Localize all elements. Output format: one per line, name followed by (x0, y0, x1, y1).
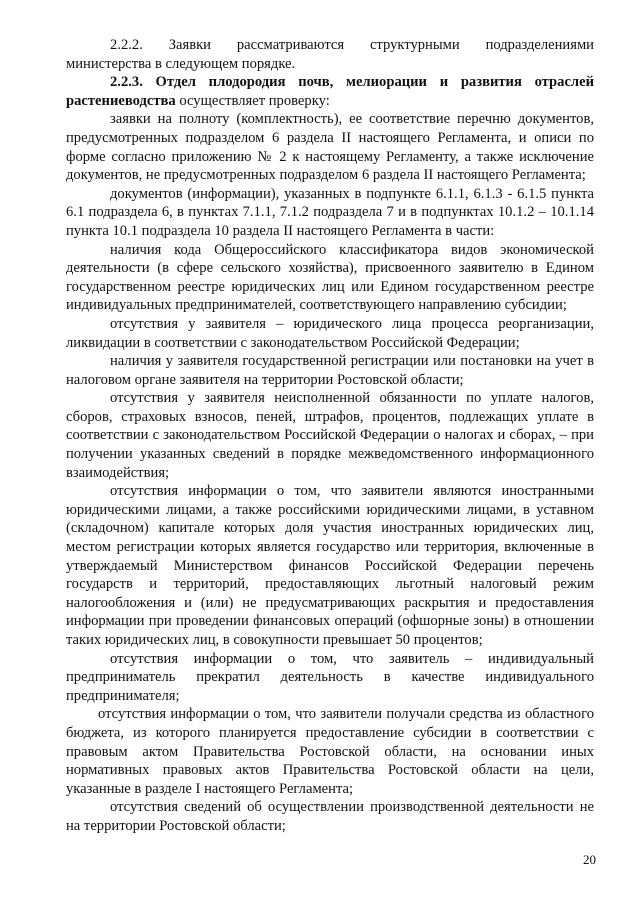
paragraph-no-reorganization: отсутствия у заявителя – юридического лица процесса реорганизации, ликвидации в соответствии с законодательством Российской Федерации; (66, 315, 594, 351)
paragraph-2-2-3: 2.2.3. Отдел плодородия почв, мелиорации и развития отраслей растениеводства осуществляет проверку: (66, 74, 594, 109)
paragraph-activity-in-region: отсутствия сведений об осуществлении производственной деятельности не на территории Ростовской области; (66, 799, 594, 834)
paragraph-no-tax-debt: отсутствия у заявителя неисполненной обязанности по уплате налогов, сборов, страховых взносов, пеней, штрафов, процентов, подлежащих уплате в соответствии с законодательством Российской Федерации о налогах и сборах, – при получении указанных сведений в порядке межведомственного информационного взаимодействия; (66, 390, 594, 481)
page-number: 20 (583, 852, 596, 867)
paragraph-entrepreneur-active: отсутствия информации о том, что заявитель – индивидуальный предприниматель прекратил деятельность в качестве индивидуального предпринимателя; (66, 650, 594, 704)
paragraph-2-2-2: 2.2.2. Заявки рассматриваются структурными подразделениями министерства в следующем порядке. (66, 37, 594, 72)
paragraph-no-foreign-entity: отсутствия информации о том, что заявители являются иностранными юридическими лицами, а также российскими юридическими лицами, в уставном (складочном) капитале которых доля участия иностранных юридических лиц, местом регистрации которых является государство или территория, включенные в утверждаемый Министерством финансов Российской Федерации перечень государств и территорий, предоставляющих льготный налоговый режим налогообложения и (или) не предусматривающих раскрытия и предоставления информации при проведении финансовых операций (офшорные зоны) в отношении таких юридических лиц, в совокупности превышает 50 процентов; (66, 483, 594, 648)
paragraph-no-budget-funds: отсутствия информации о том, что заявители получали средства из областного бюджета, из которого планируется предоставление субсидии в соответствии с правовым актом Правительства Ростовской области, на основании иных нормативных правовых актов Правительства Ростовской области на цели, указанные в разделе I настоящего Регламента; (66, 706, 594, 797)
paragraph-okved-code: наличия кода Общероссийского классификатора видов экономической деятельности (в сфере сельского хозяйства), присвоенного заявителю в Едином государственном реестре юридических лиц или Едином государственном реестре индивидуальных предпринимателей, соответствующего направлению субсидии; (66, 241, 594, 314)
paragraph-lead-bold: 2.2.3. Отдел плодородия почв, мелиорации и развития отраслей растениеводства (66, 74, 594, 109)
document-page (66, 36, 594, 836)
paragraph-documents-check: документов (информации), указанных в подпункте 6.1.1, 6.1.3 - 6.1.5 пункта 6.1 подраздела 6, в пунктах 7.1.1, 7.1.2 подраздела 7 и в подпунктах 10.1.2 – 10.1.14 пункта 10.1 подраздела 10 раздела II настоящего Регламента в части: (66, 185, 594, 239)
paragraph-application-check: заявки на полноту (комплектность), ее соответствие перечню документов, предусмотренных подразделом 6 раздела II настоящего Регламента, и описи по форме согласно приложению № 2 к настоящему Регламенту, а также исключение документов, не предусмотренных подразделом 6 раздела II настоящего Регламента; (66, 111, 594, 184)
paragraph-state-registration: наличия у заявителя государственной регистрации или постановки на учет в налоговом органе заявителя на территории Ростовской области; (66, 353, 594, 388)
